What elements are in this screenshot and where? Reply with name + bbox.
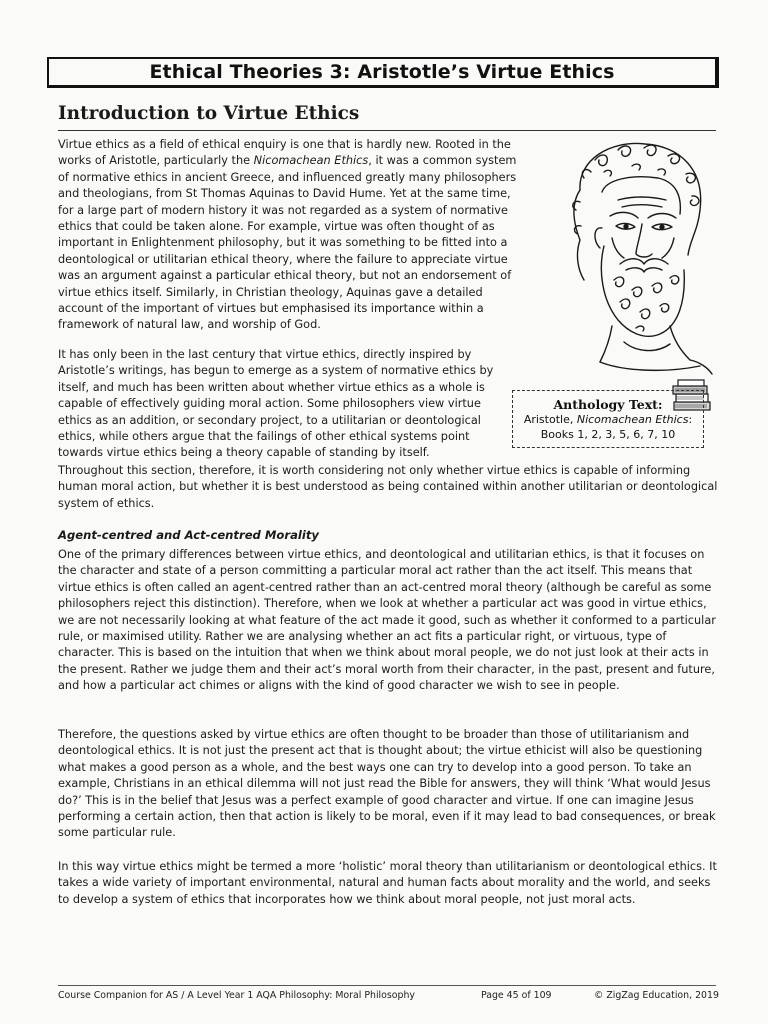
agent-paragraph-3: In this way virtue ethics might be termed a more ‘holistic’ moral theory than utilitarianism or deontological ethics. It takes a wide variety of important environmental, natural and human facts about morality and the world, and seeks to develop a system of ethics that incorporates how we think about moral people, not just moral acts. xyxy=(58,860,717,906)
footer-course-title: Course Companion for AS / A Level Year 1 AQA Philosophy: Moral Philosophy xyxy=(58,990,415,1001)
section-heading-intro: Introduction to Virtue Ethics xyxy=(58,103,360,124)
footer-divider xyxy=(58,985,716,986)
anthology-work-suffix: : xyxy=(688,413,693,426)
anthology-work-title: Nicomachean Ethics xyxy=(576,413,689,426)
anthology-author: Aristotle, xyxy=(523,413,577,426)
subheading-agent-centred: Agent-centred and Act-centred Morality xyxy=(58,528,319,542)
anthology-text-box xyxy=(512,390,704,448)
aristotle-portrait-illustration xyxy=(540,130,720,376)
anthology-title: Anthology Text: xyxy=(553,397,663,412)
intro-p1-text-b: , it was a common system of normative ethics in ancient Greece, and influenced greatly many philosophers and theologians, from St Thomas Aquinas to David Hume. Yet at the same time, for a large part of modern history it was not regarded as a system of normative ethics that could be taken alone. For example, virtue was often thought of as important in Enlightenment philosophy, but it was something to be fitted into a deontological or utilitarian ethical theory, where the failure to appreciate virtue was an argument against a particular ethical theory, but not an endorsement of virtue ethics itself. Similarly, in Christian theology, Aquinas gave a detailed account of the important of virtues but emphasised its importance within a framework of natural law, and worship of God. xyxy=(58,154,517,332)
intro-paragraph-2: It has only been in the last century that virtue ethics, directly inspired by Aristotle’s writings, has begun to emerge as a system of normative ethics by itself, and much has been written about whether virtue ethics as a whole is capable of effectively guiding moral action. Some philosophers view virtue ethics as an addition, or secondary project, to a utilitarian or deontological ethics, while others argue that the failings of other ethical systems point towards virtue ethics being a theory capable of standing by itself. xyxy=(58,348,494,460)
intro-paragraph-3: Throughout this section, therefore, it is worth considering not only whether virtue ethics is capable of informing human moral action, but whether it is best understood as being contained within another utilitarian or deontological system of ethics. xyxy=(58,464,718,510)
agent-paragraph-2: Therefore, the questions asked by virtue ethics are often thought to be broader than those of utilitarianism and deontological ethics. It is not just the present act that is thought about; the virtue ethicist will also be questioning what makes a good person as a whole, and the best ways one can try to develop into a good person. To take an example, Christians in an ethical dilemma will not just read the Bible for answers, they will think ‘What would Jesus do?’ This is in the belief that Jesus was a perfect example of good character and virtue. If one can imagine Jesus performing a certain action, then that action is likely to be moral, even if it may lead to bad consequences, or break some particular rule. xyxy=(58,728,716,840)
intro-p1-work-title: Nicomachean Ethics xyxy=(253,154,369,168)
page-title: Ethical Theories 3: Aristotle’s Virtue Ethics xyxy=(149,61,615,83)
intro-p1-text-a: Virtue ethics as a field of ethical enquiry is one that is hardly new. Rooted in the works of Aristotle, particularly the xyxy=(58,138,511,168)
footer-copyright: © ZigZag Education, 2019 xyxy=(594,990,719,1001)
footer-page-number: Page 45 of 109 xyxy=(481,990,552,1001)
anthology-work xyxy=(513,412,703,427)
anthology-books: Books 1, 2, 3, 5, 6, 7, 10 xyxy=(540,428,676,441)
title-banner xyxy=(47,57,719,88)
agent-paragraph-1: One of the primary differences between virtue ethics, and deontological and utilitarian ethics, is that it focuses on the character and state of a person committing a particular moral act rather than the act itself. This means that virtue ethics is often called an agent-centred rather than an act-centred moral theory (although be careful as some philosophers reject this distinction). Therefore, when we look at whether a particular act was good in virtue ethics, we are not necessarily looking at what feature of the act made it good, such as whether it conformed to a particular rule, or maximised utility. Rather we are analysing whether an act fits a particular right, or virtuous, type of character. This is based on the intuition that when we think about moral people, we do not just look at their acts in the present. Rather we judge them and their act’s moral worth from their character, in the past, present and future, and how a particular act chimes or aligns with the kind of good character we wish to see in people. xyxy=(58,548,716,693)
intro-paragraph-1 xyxy=(58,137,528,334)
